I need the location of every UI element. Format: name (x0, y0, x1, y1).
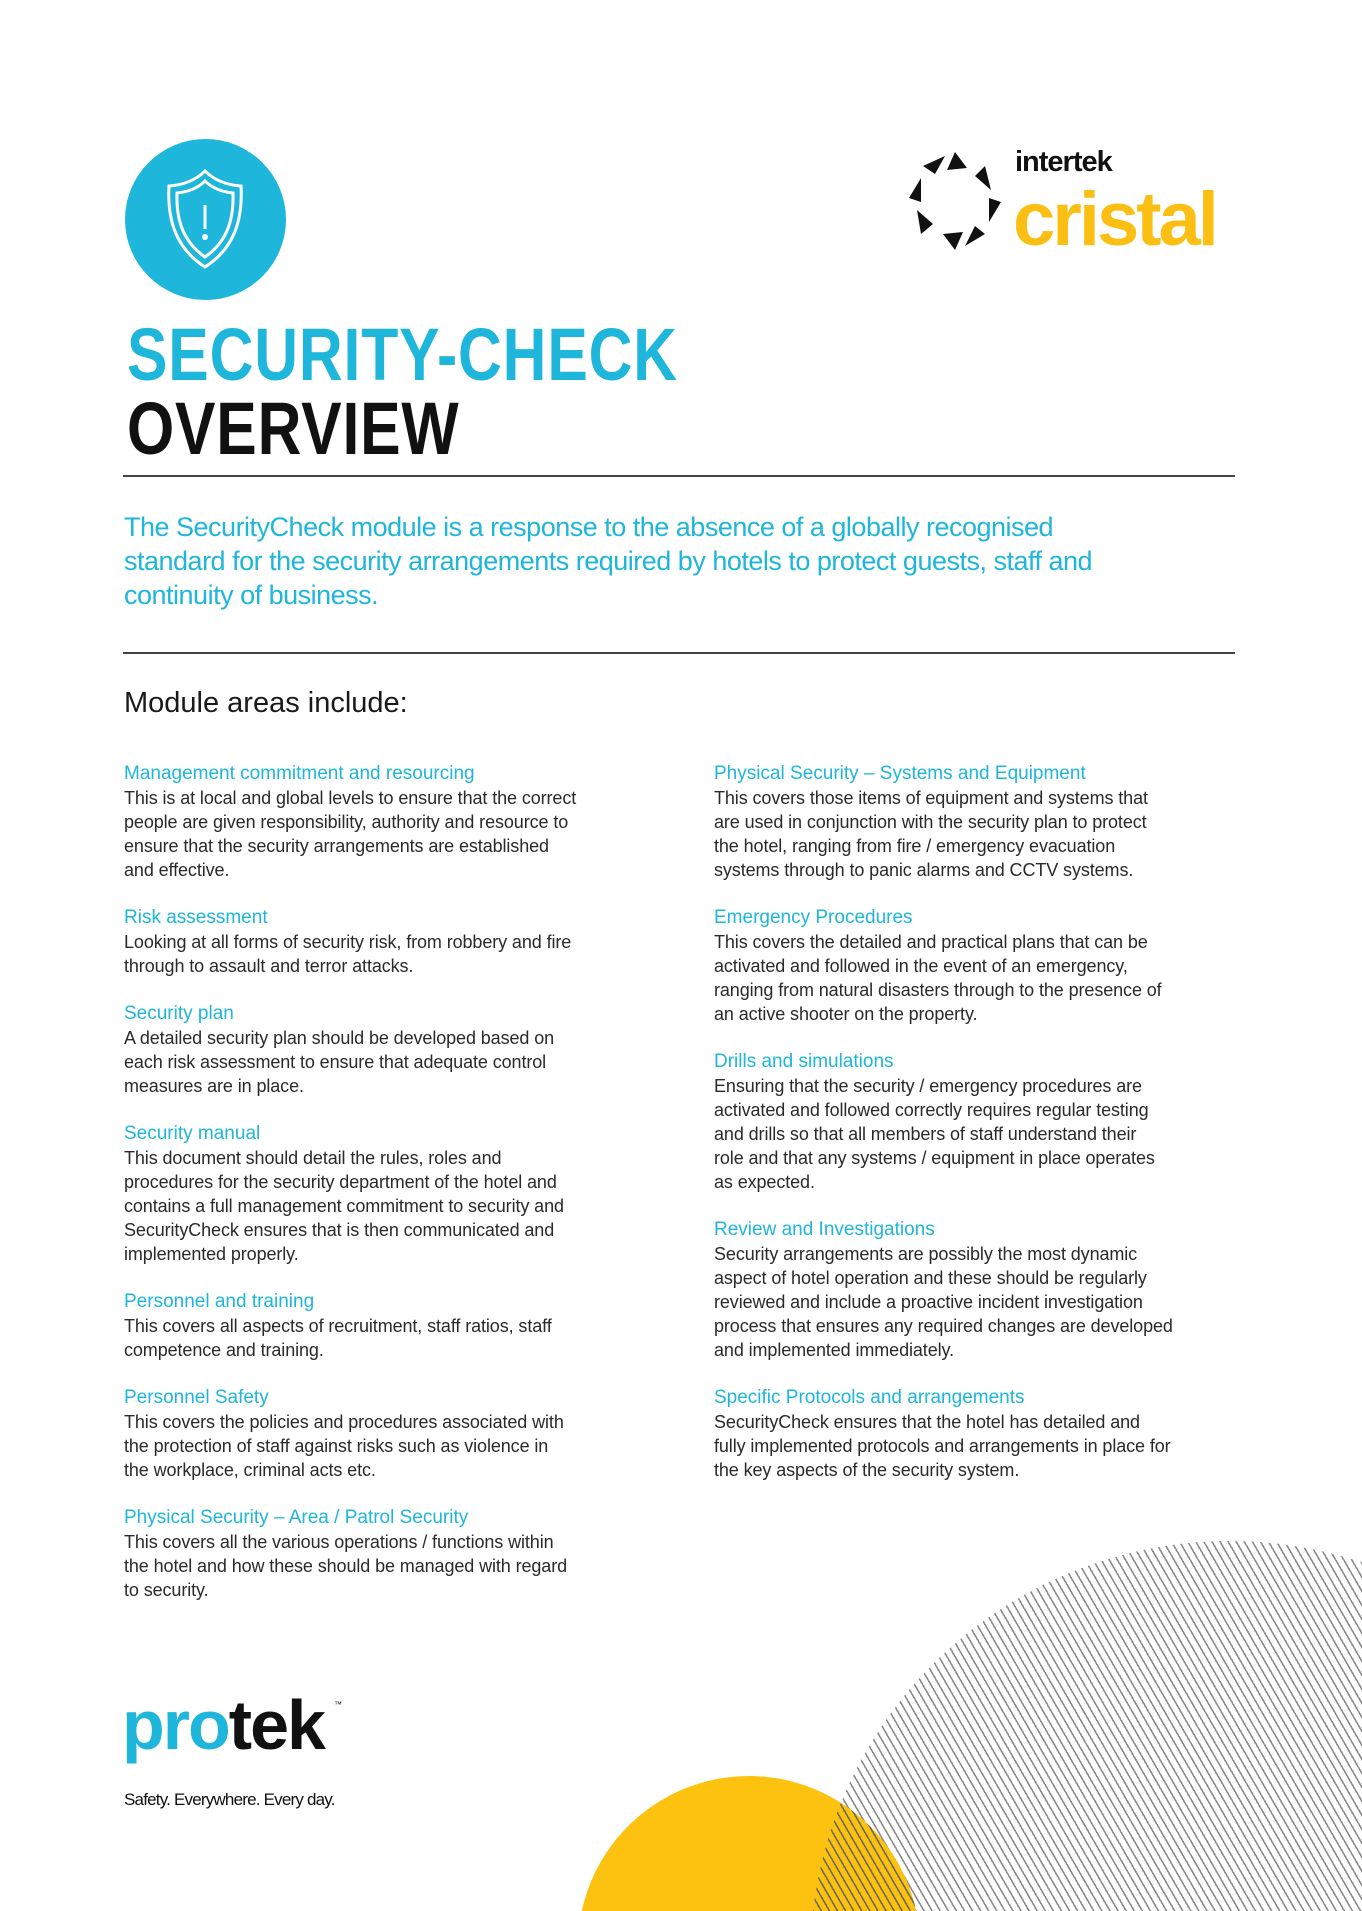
module-area-heading: Drills and simulations (714, 1051, 894, 1072)
module-area-description: contains a full management commitment to security and (124, 1196, 564, 1216)
module-area (714, 906, 1274, 1026)
module-area-heading: Personnel Safety (124, 1387, 269, 1408)
tagline: Safety. Everywhere. Every day. (124, 1790, 335, 1809)
module-area-description: and effective. (124, 860, 230, 880)
module-area-heading: Management commitment and resourcing (124, 763, 475, 784)
intro-line: standard for the security arrangements required by hotels to protect guests, staff and (124, 546, 1093, 576)
module-area-description: as expected. (714, 1172, 815, 1192)
module-area-heading: Physical Security – Area / Patrol Security (124, 1507, 469, 1528)
module-area-description: This covers the policies and procedures associated with (124, 1412, 564, 1432)
module-area-description: This covers the detailed and practical plans that can be (714, 932, 1148, 952)
module-area-heading: Review and Investigations (714, 1219, 935, 1240)
module-area-description: ensure that the security arrangements are established (124, 836, 549, 856)
protek-logo (122, 1686, 324, 1764)
module-area-description: A detailed security plan should be developed based on (124, 1028, 555, 1048)
module-area-description: competence and training. (124, 1340, 324, 1360)
module-area-description: measures are in place. (124, 1076, 304, 1096)
module-area-description: an active shooter on the property. (714, 1004, 978, 1024)
module-area-description: implemented properly. (124, 1244, 299, 1264)
module-area-description: This covers all the various operations / functions within (124, 1532, 554, 1552)
section-heading: Module areas include: (124, 687, 408, 719)
module-area-description: the hotel and how these should be managed with regard (124, 1556, 568, 1576)
module-area-heading: Risk assessment (124, 907, 268, 928)
shield-alert-icon (125, 139, 286, 300)
intro-line: continuity of business. (124, 580, 379, 610)
module-area-heading: Security plan (124, 1003, 234, 1024)
module-area-heading: Physical Security – Systems and Equipment (714, 763, 1086, 784)
module-area (124, 1122, 684, 1266)
module-area-description: the workplace, criminal acts etc. (124, 1460, 376, 1480)
module-area (124, 1506, 684, 1602)
module-area (124, 1290, 684, 1362)
module-area (124, 906, 684, 978)
cristal-wordmark: cristal (1013, 177, 1216, 262)
module-area-description: the hotel, ranging from fire / emergency evacuation (714, 836, 1116, 856)
module-area-description: each risk assessment to ensure that adequate control (124, 1052, 547, 1072)
module-area-description: fully implemented protocols and arrangements in place for (714, 1436, 1171, 1456)
cristal-star-icon (905, 150, 1005, 250)
module-area (714, 762, 1274, 882)
right-column (714, 762, 1274, 1506)
intertek-wordmark: intertek (1015, 146, 1112, 178)
module-area-heading: Personnel and training (124, 1291, 315, 1312)
module-area (714, 1386, 1274, 1482)
intro-paragraph (124, 510, 1234, 612)
module-area-heading: Specific Protocols and arrangements (714, 1387, 1025, 1408)
module-area-description: role and that any systems / equipment in place operates (714, 1148, 1155, 1168)
left-column (124, 762, 684, 1626)
module-area-description: Looking at all forms of security risk, from robbery and fire (124, 932, 572, 952)
module-area-description: activated and followed correctly requires regular testing (714, 1100, 1149, 1120)
module-area-description: and drills so that all members of staff understand their (714, 1124, 1137, 1144)
module-area-description: activated and followed in the event of an emergency, (714, 956, 1128, 976)
logo-part: pro (122, 1686, 229, 1764)
module-area-description: This covers all aspects of recruitment, staff ratios, staff (124, 1316, 552, 1336)
module-area-description: are used in conjunction with the security plan to protect (714, 812, 1147, 832)
logo-part: tek (228, 1686, 324, 1764)
module-area-description: process that ensures any required changes are developed (714, 1316, 1173, 1336)
module-area (714, 1218, 1274, 1362)
module-area-description: the protection of staff against risks such as violence in (124, 1436, 549, 1456)
module-area (124, 762, 684, 882)
module-area-description: SecurityCheck ensures that is then communicated and (124, 1220, 555, 1240)
module-area-description: to security. (124, 1580, 209, 1600)
divider (123, 475, 1235, 477)
module-area-description: reviewed and include a proactive incident investigation (714, 1292, 1143, 1312)
module-area (124, 1386, 684, 1482)
module-area-description: This covers those items of equipment and systems that (714, 788, 1148, 808)
module-area-description: This is at local and global levels to ensure that the correct (124, 788, 577, 808)
module-area-description: Security arrangements are possibly the most dynamic (714, 1244, 1138, 1264)
module-area-description: people are given responsibility, authority and resource to (124, 812, 569, 832)
module-area-description: SecurityCheck ensures that the hotel has detailed and (714, 1412, 1140, 1432)
trademark: ™ (334, 1700, 342, 1709)
module-area-description: Ensuring that the security / emergency procedures are (714, 1076, 1142, 1096)
page-subtitle: OVERVIEW (127, 387, 460, 470)
page-title: SECURITY-CHECK (127, 313, 678, 396)
module-area-description: the key aspects of the security system. (714, 1460, 1020, 1480)
module-area-description: through to assault and terror attacks. (124, 956, 414, 976)
module-area-description: ranging from natural disasters through to the presence of (714, 980, 1162, 1000)
divider (123, 652, 1235, 654)
module-area-description: systems through to panic alarms and CCTV systems. (714, 860, 1134, 880)
module-area-heading: Security manual (124, 1123, 261, 1144)
module-area-description: aspect of hotel operation and these should be regularly (714, 1268, 1147, 1288)
module-area-heading: Emergency Procedures (714, 907, 913, 928)
module-area (124, 1002, 684, 1098)
intro-line: The SecurityCheck module is a response to the absence of a globally recognised (124, 512, 1054, 542)
intertek-cristal-logo (905, 150, 1005, 250)
module-area-description: procedures for the security department of the hotel and (124, 1172, 557, 1192)
module-area-description: and implemented immediately. (714, 1340, 954, 1360)
module-area-description: This document should detail the rules, roles and (124, 1148, 502, 1168)
module-area (714, 1050, 1274, 1194)
